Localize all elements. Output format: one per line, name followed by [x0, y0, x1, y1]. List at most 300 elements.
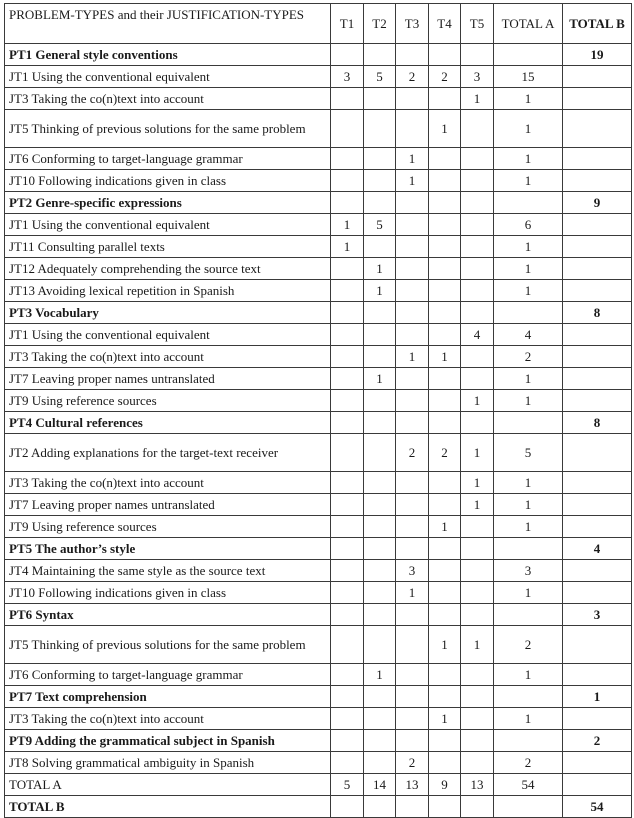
table-row	[5, 324, 632, 346]
cell-t3	[396, 302, 429, 324]
cell-t4	[429, 258, 461, 280]
cell-t2	[364, 324, 396, 346]
cell-t5	[461, 110, 494, 148]
table-row	[5, 752, 632, 774]
header-total-a: TOTAL A	[494, 4, 563, 44]
cell-total-a	[494, 412, 563, 434]
cell-total-b	[563, 472, 632, 494]
cell-t2	[364, 192, 396, 214]
table-row	[5, 346, 632, 368]
cell-t1	[331, 88, 364, 110]
cell-t2: 1	[364, 368, 396, 390]
table-row	[5, 44, 632, 66]
cell-t5	[461, 730, 494, 752]
table-row	[5, 560, 632, 582]
row-label: JT12 Adequately comprehending the source text	[5, 258, 331, 280]
table-row	[5, 686, 632, 708]
cell-t2	[364, 148, 396, 170]
cell-t1	[331, 538, 364, 560]
cell-t1	[331, 368, 364, 390]
cell-t4	[429, 604, 461, 626]
row-label: PT2 Genre-specific expressions	[5, 192, 331, 214]
cell-t1	[331, 664, 364, 686]
cell-t1	[331, 516, 364, 538]
cell-t2	[364, 494, 396, 516]
cell-total-a: 1	[494, 516, 563, 538]
table-row	[5, 472, 632, 494]
cell-t1	[331, 44, 364, 66]
header-total-b: TOTAL B	[563, 4, 632, 44]
cell-t1	[331, 412, 364, 434]
cell-t2	[364, 390, 396, 412]
cell-total-b: 4	[563, 538, 632, 560]
cell-t5	[461, 302, 494, 324]
cell-t4	[429, 664, 461, 686]
cell-t1	[331, 258, 364, 280]
cell-total-b	[563, 110, 632, 148]
cell-t3	[396, 708, 429, 730]
cell-total-a: 1	[494, 494, 563, 516]
row-label: PT3 Vocabulary	[5, 302, 331, 324]
cell-t4: 1	[429, 708, 461, 730]
table-row	[5, 664, 632, 686]
cell-t1	[331, 472, 364, 494]
cell-t5	[461, 368, 494, 390]
cell-total-a: 54	[494, 774, 563, 796]
cell-t3	[396, 796, 429, 818]
row-label: JT5 Thinking of previous solutions for the same problem	[5, 626, 331, 664]
cell-total-a: 1	[494, 582, 563, 604]
cell-t4	[429, 560, 461, 582]
table-row	[5, 412, 632, 434]
row-label: JT5 Thinking of previous solutions for the same problem	[5, 110, 331, 148]
cell-t2: 5	[364, 214, 396, 236]
cell-total-a	[494, 44, 563, 66]
total-b-row	[5, 796, 632, 818]
cell-t5	[461, 192, 494, 214]
cell-total-b	[563, 236, 632, 258]
cell-t1	[331, 280, 364, 302]
row-label: JT10 Following indications given in class	[5, 170, 331, 192]
cell-t4	[429, 170, 461, 192]
cell-t2	[364, 516, 396, 538]
cell-t5	[461, 214, 494, 236]
cell-t1	[331, 752, 364, 774]
table-row	[5, 604, 632, 626]
cell-t3	[396, 626, 429, 664]
cell-t2: 1	[364, 664, 396, 686]
cell-t5	[461, 664, 494, 686]
cell-t1	[331, 730, 364, 752]
cell-total-b: 9	[563, 192, 632, 214]
cell-t4	[429, 730, 461, 752]
table-row	[5, 280, 632, 302]
cell-t3	[396, 604, 429, 626]
cell-total-a	[494, 302, 563, 324]
table-row	[5, 66, 632, 88]
row-label: JT1 Using the conventional equivalent	[5, 324, 331, 346]
cell-t5	[461, 796, 494, 818]
problem-justification-table	[4, 3, 632, 818]
row-label: PT6 Syntax	[5, 604, 331, 626]
cell-t4	[429, 582, 461, 604]
cell-t1	[331, 582, 364, 604]
cell-t2	[364, 752, 396, 774]
row-label: PT5 The author’s style	[5, 538, 331, 560]
cell-t5: 1	[461, 88, 494, 110]
cell-total-b	[563, 280, 632, 302]
cell-t2	[364, 302, 396, 324]
row-label: JT2 Adding explanations for the target-text receiver	[5, 434, 331, 472]
cell-t5	[461, 280, 494, 302]
row-label: JT3 Taking the co(n)text into account	[5, 472, 331, 494]
cell-t5	[461, 752, 494, 774]
cell-t3	[396, 192, 429, 214]
cell-total-b	[563, 390, 632, 412]
table-body	[5, 44, 632, 818]
cell-t5: 1	[461, 472, 494, 494]
cell-t3: 3	[396, 560, 429, 582]
cell-t5	[461, 412, 494, 434]
row-label: JT1 Using the conventional equivalent	[5, 66, 331, 88]
cell-t5: 1	[461, 434, 494, 472]
cell-t2	[364, 604, 396, 626]
cell-total-b	[563, 664, 632, 686]
row-label: JT9 Using reference sources	[5, 390, 331, 412]
cell-total-b	[563, 434, 632, 472]
cell-t3	[396, 390, 429, 412]
cell-t3	[396, 538, 429, 560]
cell-t1	[331, 110, 364, 148]
cell-t1: 1	[331, 236, 364, 258]
row-label: PT4 Cultural references	[5, 412, 331, 434]
cell-t3	[396, 280, 429, 302]
cell-t5	[461, 686, 494, 708]
row-label: TOTAL B	[5, 796, 331, 818]
cell-total-a: 1	[494, 708, 563, 730]
cell-t4: 1	[429, 346, 461, 368]
cell-t1	[331, 434, 364, 472]
cell-t1	[331, 192, 364, 214]
cell-t4: 2	[429, 66, 461, 88]
cell-total-a: 1	[494, 472, 563, 494]
cell-total-b	[563, 66, 632, 88]
cell-t3	[396, 494, 429, 516]
cell-t2	[364, 44, 396, 66]
cell-t2: 1	[364, 280, 396, 302]
cell-t1	[331, 708, 364, 730]
cell-t3	[396, 88, 429, 110]
cell-total-b: 1	[563, 686, 632, 708]
cell-t3	[396, 686, 429, 708]
cell-t3	[396, 324, 429, 346]
cell-t2	[364, 412, 396, 434]
cell-t1	[331, 626, 364, 664]
table-row	[5, 236, 632, 258]
row-label: JT3 Taking the co(n)text into account	[5, 88, 331, 110]
cell-t5: 1	[461, 626, 494, 664]
cell-t5	[461, 708, 494, 730]
cell-t1	[331, 170, 364, 192]
cell-total-a	[494, 796, 563, 818]
cell-t4	[429, 214, 461, 236]
cell-total-a	[494, 604, 563, 626]
cell-total-a: 1	[494, 390, 563, 412]
table-row	[5, 516, 632, 538]
header-problem-types: PROBLEM-TYPES and their JUSTIFICATION-TYPES	[5, 4, 331, 44]
table-row	[5, 88, 632, 110]
cell-total-a	[494, 192, 563, 214]
cell-t3	[396, 412, 429, 434]
cell-t1: 3	[331, 66, 364, 88]
cell-total-b	[563, 560, 632, 582]
cell-t2	[364, 626, 396, 664]
cell-total-a: 1	[494, 664, 563, 686]
table-row	[5, 730, 632, 752]
cell-t3	[396, 664, 429, 686]
cell-t5	[461, 604, 494, 626]
cell-t4	[429, 324, 461, 346]
cell-t3	[396, 516, 429, 538]
table-row	[5, 170, 632, 192]
cell-total-b	[563, 626, 632, 664]
cell-t4	[429, 472, 461, 494]
cell-t4	[429, 390, 461, 412]
cell-t2	[364, 346, 396, 368]
cell-t4	[429, 236, 461, 258]
row-label: JT4 Maintaining the same style as the source text	[5, 560, 331, 582]
cell-t4: 2	[429, 434, 461, 472]
cell-total-a: 6	[494, 214, 563, 236]
cell-t2	[364, 170, 396, 192]
cell-total-b: 2	[563, 730, 632, 752]
cell-t2	[364, 582, 396, 604]
cell-t4	[429, 796, 461, 818]
table-row	[5, 434, 632, 472]
row-label: JT7 Leaving proper names untranslated	[5, 494, 331, 516]
cell-t5	[461, 560, 494, 582]
cell-total-a: 1	[494, 88, 563, 110]
cell-t3: 2	[396, 66, 429, 88]
cell-total-b	[563, 324, 632, 346]
header-row	[5, 4, 632, 44]
cell-total-a: 1	[494, 280, 563, 302]
cell-t2	[364, 110, 396, 148]
table-row	[5, 626, 632, 664]
cell-t2	[364, 88, 396, 110]
row-label: JT6 Conforming to target-language grammar	[5, 148, 331, 170]
cell-t2	[364, 434, 396, 472]
cell-t1	[331, 560, 364, 582]
cell-t5	[461, 582, 494, 604]
row-label: JT10 Following indications given in class	[5, 582, 331, 604]
cell-total-a	[494, 686, 563, 708]
cell-t1	[331, 686, 364, 708]
table-row	[5, 582, 632, 604]
cell-t5: 4	[461, 324, 494, 346]
cell-t4	[429, 148, 461, 170]
cell-total-b	[563, 516, 632, 538]
header-t4: T4	[429, 4, 461, 44]
header-t5: T5	[461, 4, 494, 44]
cell-total-a: 3	[494, 560, 563, 582]
cell-t3: 13	[396, 774, 429, 796]
cell-t2	[364, 560, 396, 582]
cell-t4	[429, 192, 461, 214]
cell-total-b	[563, 582, 632, 604]
row-label: JT7 Leaving proper names untranslated	[5, 368, 331, 390]
cell-t3	[396, 110, 429, 148]
cell-t2	[364, 708, 396, 730]
cell-total-b	[563, 170, 632, 192]
table-row	[5, 192, 632, 214]
cell-t4	[429, 368, 461, 390]
row-label: JT13 Avoiding lexical repetition in Spanish	[5, 280, 331, 302]
cell-t5: 1	[461, 494, 494, 516]
cell-t2: 1	[364, 258, 396, 280]
cell-t2	[364, 686, 396, 708]
cell-t3	[396, 472, 429, 494]
cell-t4: 9	[429, 774, 461, 796]
row-label: JT8 Solving grammatical ambiguity in Spanish	[5, 752, 331, 774]
cell-t3	[396, 44, 429, 66]
cell-total-a: 1	[494, 148, 563, 170]
table-row	[5, 148, 632, 170]
cell-t5: 13	[461, 774, 494, 796]
table-row	[5, 258, 632, 280]
cell-t3: 1	[396, 346, 429, 368]
cell-t1: 1	[331, 214, 364, 236]
cell-t1	[331, 390, 364, 412]
table-row	[5, 494, 632, 516]
cell-t4: 1	[429, 516, 461, 538]
cell-total-b	[563, 774, 632, 796]
table-row	[5, 538, 632, 560]
cell-total-b: 8	[563, 412, 632, 434]
row-label: JT9 Using reference sources	[5, 516, 331, 538]
cell-t2	[364, 236, 396, 258]
cell-total-a: 5	[494, 434, 563, 472]
table-row	[5, 110, 632, 148]
header-t1: T1	[331, 4, 364, 44]
cell-total-b	[563, 88, 632, 110]
cell-t3	[396, 730, 429, 752]
cell-t4	[429, 44, 461, 66]
cell-total-a: 15	[494, 66, 563, 88]
total-a-row	[5, 774, 632, 796]
cell-total-b	[563, 368, 632, 390]
row-label: JT6 Conforming to target-language grammar	[5, 664, 331, 686]
cell-total-a: 1	[494, 236, 563, 258]
cell-t4	[429, 494, 461, 516]
row-label: TOTAL A	[5, 774, 331, 796]
cell-t5	[461, 258, 494, 280]
cell-t1	[331, 796, 364, 818]
cell-total-b	[563, 708, 632, 730]
cell-t4	[429, 88, 461, 110]
cell-total-b: 3	[563, 604, 632, 626]
header-t3: T3	[396, 4, 429, 44]
cell-t4	[429, 302, 461, 324]
cell-t3: 2	[396, 752, 429, 774]
cell-t1	[331, 346, 364, 368]
cell-t3	[396, 214, 429, 236]
table-row	[5, 214, 632, 236]
cell-t5	[461, 44, 494, 66]
table-row	[5, 708, 632, 730]
cell-t1	[331, 324, 364, 346]
cell-t5	[461, 346, 494, 368]
cell-total-b: 54	[563, 796, 632, 818]
cell-t2	[364, 472, 396, 494]
row-label: JT3 Taking the co(n)text into account	[5, 708, 331, 730]
cell-t2	[364, 730, 396, 752]
cell-total-a: 2	[494, 346, 563, 368]
cell-total-a	[494, 538, 563, 560]
cell-total-a: 4	[494, 324, 563, 346]
cell-t1	[331, 302, 364, 324]
cell-t3	[396, 368, 429, 390]
row-label: JT3 Taking the co(n)text into account	[5, 346, 331, 368]
cell-total-a: 1	[494, 110, 563, 148]
row-label: PT1 General style conventions	[5, 44, 331, 66]
cell-t1: 5	[331, 774, 364, 796]
table-row	[5, 390, 632, 412]
cell-total-b	[563, 752, 632, 774]
cell-t4	[429, 752, 461, 774]
cell-t5	[461, 516, 494, 538]
cell-t1	[331, 604, 364, 626]
cell-total-a	[494, 730, 563, 752]
cell-total-a: 2	[494, 626, 563, 664]
cell-t3: 1	[396, 170, 429, 192]
header-t2: T2	[364, 4, 396, 44]
cell-total-b	[563, 258, 632, 280]
cell-total-b: 19	[563, 44, 632, 66]
cell-t3	[396, 236, 429, 258]
table-row	[5, 302, 632, 324]
cell-t2	[364, 796, 396, 818]
row-label: JT1 Using the conventional equivalent	[5, 214, 331, 236]
cell-total-b: 8	[563, 302, 632, 324]
cell-t1	[331, 148, 364, 170]
cell-t3: 2	[396, 434, 429, 472]
row-label: JT11 Consulting parallel texts	[5, 236, 331, 258]
cell-t4	[429, 280, 461, 302]
cell-t2: 14	[364, 774, 396, 796]
cell-total-b	[563, 214, 632, 236]
cell-t4	[429, 686, 461, 708]
cell-total-b	[563, 148, 632, 170]
cell-t2	[364, 538, 396, 560]
cell-t5: 3	[461, 66, 494, 88]
cell-t5	[461, 148, 494, 170]
cell-total-a: 1	[494, 368, 563, 390]
cell-total-b	[563, 346, 632, 368]
cell-t4: 1	[429, 110, 461, 148]
cell-t2: 5	[364, 66, 396, 88]
cell-t5	[461, 538, 494, 560]
cell-total-a: 2	[494, 752, 563, 774]
cell-total-a: 1	[494, 170, 563, 192]
cell-total-a: 1	[494, 258, 563, 280]
cell-t5: 1	[461, 390, 494, 412]
row-label: PT7 Text comprehension	[5, 686, 331, 708]
table-row	[5, 368, 632, 390]
cell-t5	[461, 236, 494, 258]
cell-t4: 1	[429, 626, 461, 664]
cell-t3	[396, 258, 429, 280]
